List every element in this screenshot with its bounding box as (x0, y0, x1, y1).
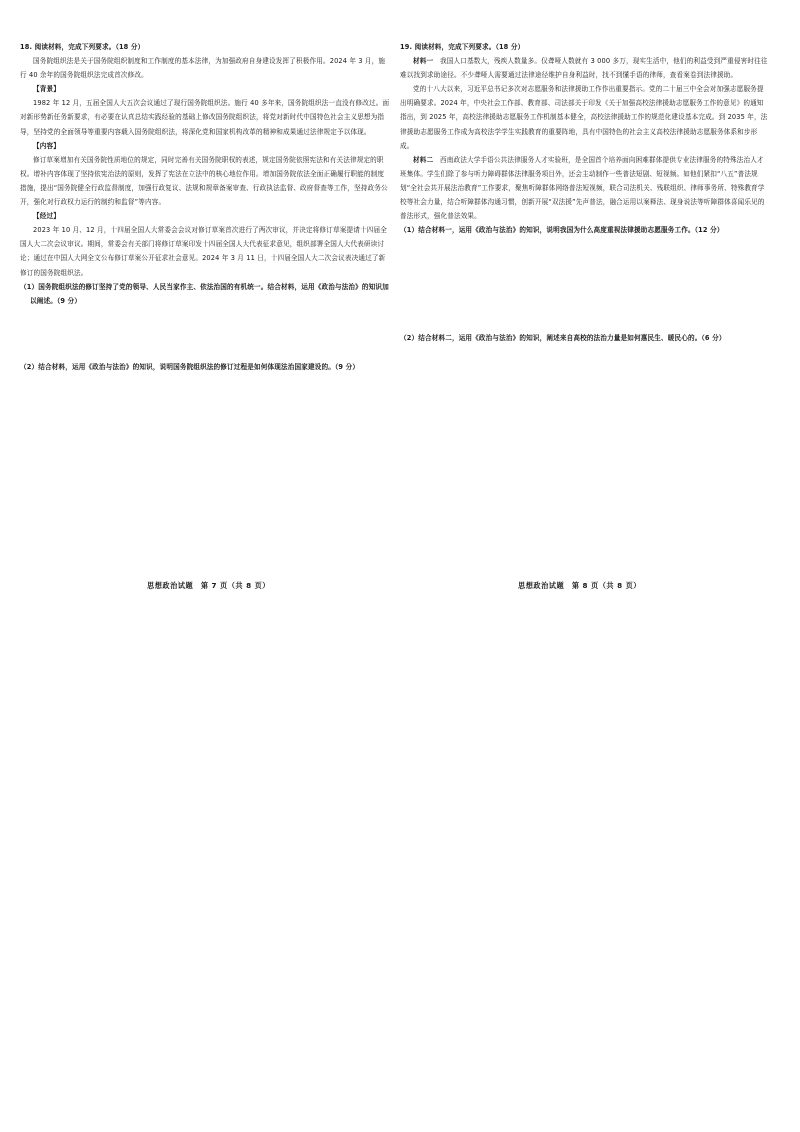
exam-page-8 (400, 40, 770, 600)
material-1-label: 材料一 (413, 57, 434, 66)
material-2-label: 材料二 (413, 155, 434, 164)
content-heading: 【内容】 (33, 141, 60, 150)
answer-space-18-1 (20, 308, 390, 360)
background-heading: 【背景】 (33, 85, 60, 94)
process-heading: 【经过】 (33, 212, 60, 221)
question-19-header: 19. 阅读材料，完成下列要求。（18 分） (400, 43, 525, 51)
question-18-part-1: （1）国务院组织法的修订坚持了党的领导、人民当家作主、依法治国的有机统一。结合材料，运用《政治与法治》的知识加以阐述。（9 分） (20, 282, 389, 305)
answer-space-19-1 (400, 237, 770, 331)
material-1-paragraph (400, 54, 770, 82)
page-footer-8: 思想政治试题 第 8 页（共 8 页） (518, 581, 641, 590)
background-paragraph: 1982 年 12 月，五届全国人大五次会议通过了现行国务院组织法。施行 40 多年来，国务院组织法一直没有修改过。面对新形势新任务新要求，有必要在认真总结实践经验的基础上修改国务院组织法，将党对新时代中国特色社会主义思想为指导，坚持党的全面领导等重要内容载入国务院组织法，将深化党和国家机构改革的精神和成果通过法律规定予以体现。 (20, 99, 390, 136)
question-18-part-2: （2）结合材料，运用《政治与法治》的知识，说明国务院组织法的修订过程是如何体现法治国家建设的。（9 分） (20, 362, 360, 371)
question-19-part-1: （1）结合材料一，运用《政治与法治》的知识，说明我国为什么高度重视法律援助志愿服务工作。（12 分） (400, 226, 724, 235)
material-1-text: 我国人口基数大，残疾人数量多。仅聋哑人数就有 3 000 多万，现实生活中，他们的利益受到严重侵害时往往难以找到求助途径。不少聋哑人需要通过法律途径维护自身利益时，找不到懂手语的律师，查看案卷到法律援助。 (400, 57, 768, 80)
question-19-part-2: （2）结合材料二，运用《政治与法治》的知识，阐述来自高校的法治力量是如何惠民生、暖民心的。（6 分） (400, 334, 726, 343)
material-1-paragraph-2: 党的十八大以来，习近平总书记多次对志愿服务和法律援助工作作出重要指示。党的二十届三中全会对加强志愿服务提出明确要求。2024 年，中央社会工作部、教育部、司法部关于印发《关于加强高校法律援助志愿服务工作的意见》的通知指出，到 2025 年，高校法律援助志愿服务工作机制基本健全，高校法律援助工作的规范化建设基本完成。到 2035 年，法律援助志愿服务工作成为高校法学学生实践教育的重要阵地，具有中国特色的社会主义高校法律援助志愿服务体系和步形成。 (400, 85, 768, 150)
page-footer-7: 思想政治试题 第 7 页（共 8 页） (147, 581, 270, 590)
process-paragraph: 2023 年 10 月、12 月，十四届全国人大常委会会议对修订草案首次进行了两次审议，并决定将修订草案提请十四届全国人大二次会议审议。期间，常委会有关部门将修订草案印发十四届全国人大代表征求意见，组织部署全国人大代表研读讨论；通过在中国人大网全文公布修订草案公开征求社会意见。2024 年 3 月 11 日，十四届全国人大二次会议表决通过了新修订的国务院组织法。 (20, 226, 387, 277)
question-18-header: 18. 阅读材料，完成下列要求。（18 分） (20, 43, 145, 51)
content-paragraph: 修订草案增加有关国务院性质地位的规定，同时完善有关国务院职权的表述，规定国务院依照宪法和有关法律规定的职权。增补内容体现了坚持依宪治法的原则，发挥了宪法在立法中的核心地位作用。增加国务院依法全面正确履行职能的制度措施，提出“国务院健全行政监督制度，加强行政复议、法规和规章备案审查、行政执法监督、政府督查等工作，坚持政务公开，强化对行政权力运行的制约和监督”等内容。 (20, 155, 388, 207)
material-2-text: 西南政法大学手语公共法律服务人才实验班，是全国首个培养面向困难群体提供专业法律服务的特殊法治人才班集体。学生们除了参与听力障碍群体法律服务项目外，还会主动制作一些普法短剧、短视频。如他们紧扣“八五”普法规划“全社会共开展法治教育”工作要求，聚焦听障群体网络普法短视频，联合司法机关、残联组织、律师事务所、特殊教育学校等社会力量，结合听障群体沟通习惯，创新开展“双法援”先声普法，融合运用以案释法、现身说法等听障群体喜闻乐见的普法形式，强化普法效果。 (400, 155, 765, 221)
question-18-intro: 国务院组织法是关于国务院组织制度和工作制度的基本法律，为加强政府自身建设发挥了积极作用。2024 年 3 月，施行 40 余年的国务院组织法完成首次修改。 (20, 57, 386, 80)
exam-page-7 (20, 40, 390, 600)
material-2-paragraph (400, 153, 770, 223)
